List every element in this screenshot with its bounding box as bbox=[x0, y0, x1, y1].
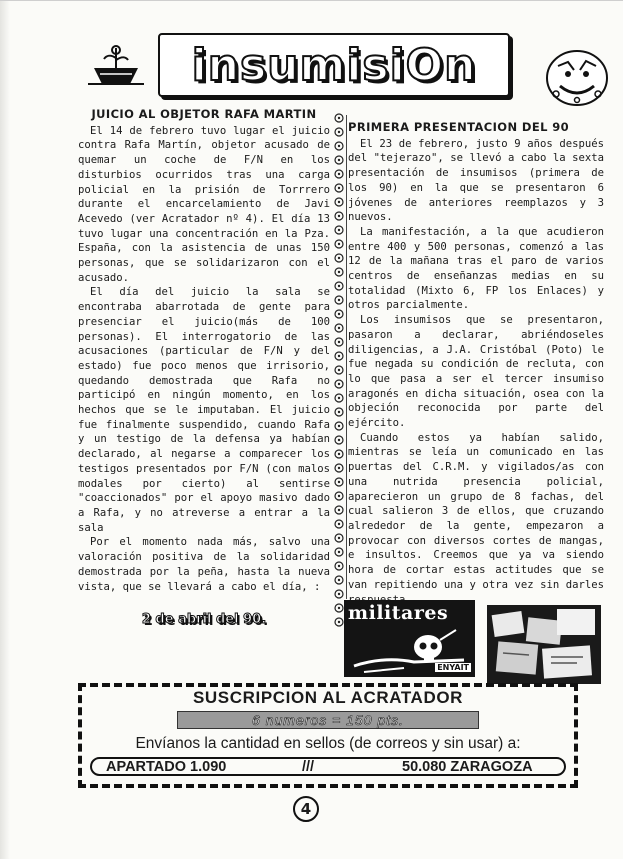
right-article-paragraph-3: Los insumisos que se presentaron, pasaron a declarar, abriéndoseles diligencias, a J.A. Cristóbal (Poto) le fue negada su condición de recluta, con lo que pasa a ser el tercer insumiso aragonés en dicha situación, osea con la objeción reconocida por parte del ejército. bbox=[348, 314, 604, 430]
right-article-paragraph-1: El 23 de febrero, justo 9 años después del "tejerazo", se llevó a cabo la sexta presentación de insumisos (primera de los 90) en la que se presentaron 6 jóvenes de anteriores reemplazos y 3 nuevos. bbox=[348, 137, 604, 224]
left-article bbox=[78, 107, 330, 594]
hearing-date: 2 de abril del 90. bbox=[141, 612, 267, 627]
militares-illustration bbox=[344, 600, 475, 677]
title-banner-text: insumisiOn bbox=[191, 39, 477, 91]
illustration-credit: ENYAIT bbox=[437, 663, 469, 672]
right-article-heading: PRIMERA PRESENTACION DEL 90 bbox=[348, 120, 570, 134]
subscription-instructions: Envíanos la cantidad en sellos (de correos y sin usar) a: bbox=[135, 735, 521, 752]
postal-address bbox=[90, 757, 566, 776]
page-number: 4 bbox=[293, 796, 319, 822]
left-article-heading: JUICIO AL OBJETOR RAFA MARTIN bbox=[91, 107, 317, 121]
militares-label: militares bbox=[348, 602, 449, 624]
subscription-box bbox=[78, 683, 578, 788]
right-article bbox=[348, 120, 604, 607]
subscription-price-bar bbox=[177, 711, 479, 729]
left-article-paragraph-1: El 14 de febrero tuvo lugar el juicio contra Rafa Martín, objetor acusado de quemar un coche de F/N en los disturbios ocurridos tras una carga policial en la prisión de Torrrero durante el encarcelamiento de Javi Acevedo (ver Acratador nº 4). El día 13 tuvo lugar una concentración en la Pza. España, con la asistencia de unas 150 personas, que se solidarizaron con el acusado. bbox=[78, 124, 330, 284]
face-drawing-icon bbox=[544, 48, 610, 108]
collage-photo-icon bbox=[487, 605, 601, 684]
column-divider-circles bbox=[333, 112, 345, 637]
address-separator: /// bbox=[302, 759, 315, 775]
right-article-paragraph-2: La manifestación, a la que acudieron entre 400 y 500 personas, comenzó a las 12 de la mañana tras el paro de varios centros de enseñanzas medias en su totalidad (Mixto 6, FP los Enlaces) y otros parcialmente. bbox=[348, 225, 604, 312]
right-article-paragraph-4: Cuando estos ya habían salido, mientras se leía un comunicado en las puertas del C.R.M. y vigilados/as con una nutrida presencia policial, aparecieron un grupo de 8 fachas, del cual salieron 3 de ellos, que cruzando alrededor de la gente, empezaron a provocar con diversos cortes de mangas, e insultos. Creemos que ya va siendo hora de cortar estas actitudes que se van repitiendo una y otra vez sin darles bbox=[348, 431, 604, 591]
plant-pot-icon bbox=[86, 44, 146, 90]
subscription-price: 6 numeros = 150 pts. bbox=[252, 712, 404, 728]
po-box: APARTADO 1.090 bbox=[106, 759, 227, 775]
left-article-paragraph-3: Por el momento nada más, salvo una valoración positiva de la solidaridad demostrada por la peña, hasta la nueva vista, que se llevará a cabo el día, : bbox=[78, 536, 330, 593]
title-banner bbox=[158, 33, 510, 97]
column-divider-line bbox=[346, 115, 347, 599]
postal-code-city: 50.080 ZARAGOZA bbox=[402, 759, 533, 775]
subscription-title: SUSCRIPCION AL ACRATADOR bbox=[192, 688, 464, 707]
left-article-paragraph-2: El día del juicio la sala se encontraba abarrotada de gente para presenciar el juicio(más de 100 personas). El interrogatorio de las acusaciones (particular de F/N y del estado) fue poco menos que irrisorio, quedando demostrada que Rafa no participó en ningún momento, en los hechos que se le imputaban. El juicio fue finalmente suspendido, cuando Rafa y un testigo de la defensa ya habían declarado, al negarse a comparecer los testigos presentados por F/N (con malos modales por cierto) al sentirse "coaccionados" por el apoyo masivo dado a Rafa, y no atreverse a entrar a la sala bbox=[78, 286, 330, 534]
